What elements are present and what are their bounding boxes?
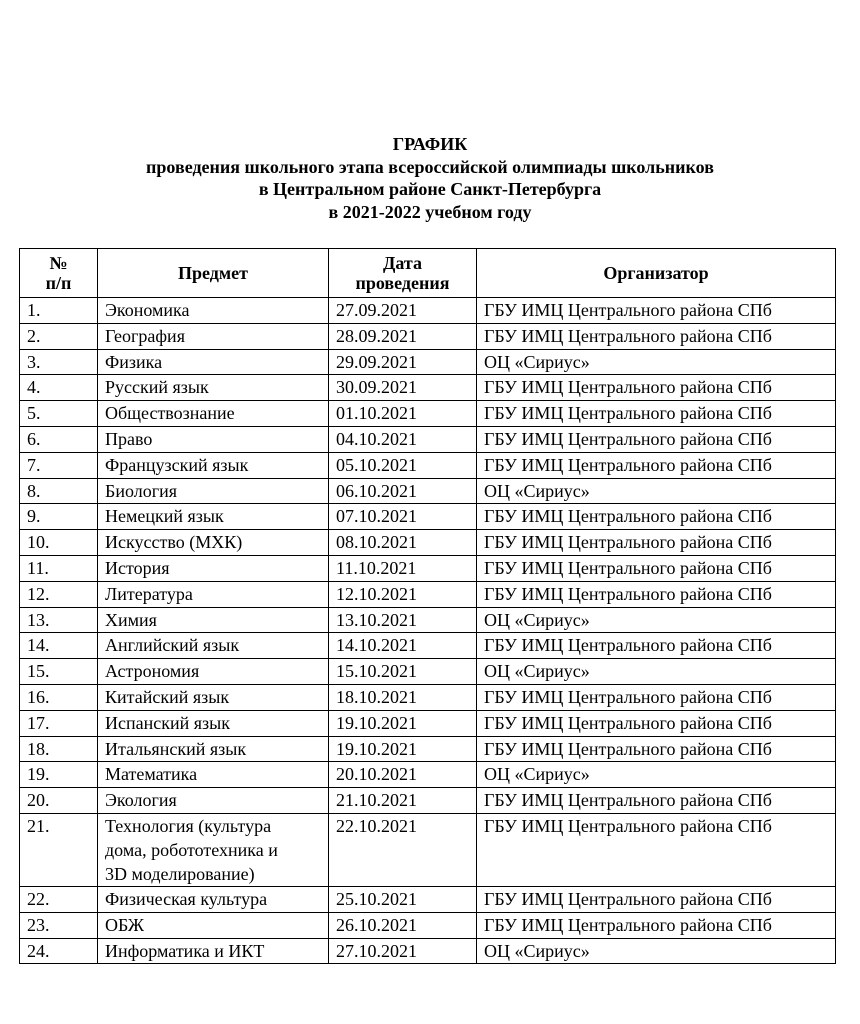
row-number: 7. xyxy=(20,452,98,478)
row-number: 23. xyxy=(20,912,98,938)
row-number: 13. xyxy=(20,607,98,633)
row-number: 14. xyxy=(20,633,98,659)
row-subject-line: Технология (культура xyxy=(105,815,272,836)
header-date-line-1: Дата xyxy=(383,253,422,273)
row-organizer: ГБУ ИМЦ Центрального района СПб xyxy=(477,375,836,401)
row-subject: Физическая культура xyxy=(98,886,329,912)
row-organizer: ГБУ ИМЦ Центрального района СПб xyxy=(477,530,836,556)
row-organizer: ГБУ ИМЦ Центрального района СПб xyxy=(477,788,836,814)
row-date: 15.10.2021 xyxy=(329,659,477,685)
row-organizer: ГБУ ИМЦ Центрального района СПб xyxy=(477,452,836,478)
table-row xyxy=(20,912,836,938)
header-date-line-2: проведения xyxy=(355,273,450,293)
header-number-line-1: № xyxy=(49,253,68,273)
table-row xyxy=(20,375,836,401)
row-subject-line: дома, робототехника и xyxy=(105,839,278,860)
row-number: 3. xyxy=(20,349,98,375)
row-subject: Право xyxy=(98,426,329,452)
row-date: 29.09.2021 xyxy=(329,349,477,375)
table-row xyxy=(20,938,836,964)
row-subject: Французский язык xyxy=(98,452,329,478)
row-organizer: ОЦ «Сириус» xyxy=(477,938,836,964)
row-date: 26.10.2021 xyxy=(329,912,477,938)
row-subject: Экономика xyxy=(98,298,329,324)
olympiad-schedule-table xyxy=(19,248,836,964)
row-subject: Обществознание xyxy=(98,401,329,427)
table-row xyxy=(20,736,836,762)
header-row xyxy=(20,249,836,298)
row-number: 19. xyxy=(20,762,98,788)
row-date: 27.09.2021 xyxy=(329,298,477,324)
row-organizer: ГБУ ИМЦ Центрального района СПб xyxy=(477,504,836,530)
row-number: 10. xyxy=(20,530,98,556)
row-subject: Литература xyxy=(98,581,329,607)
row-number: 11. xyxy=(20,555,98,581)
row-number: 1. xyxy=(20,298,98,324)
row-subject: Экология xyxy=(98,788,329,814)
header-date xyxy=(329,249,477,298)
row-subject: География xyxy=(98,323,329,349)
table-row xyxy=(20,530,836,556)
row-organizer: ОЦ «Сириус» xyxy=(477,349,836,375)
row-subject-line: 3D моделирование) xyxy=(105,863,255,884)
row-subject: Информатика и ИКТ xyxy=(98,938,329,964)
row-date: 07.10.2021 xyxy=(329,504,477,530)
table-row xyxy=(20,788,836,814)
row-organizer: ГБУ ИМЦ Центрального района СПб xyxy=(477,426,836,452)
row-date: 19.10.2021 xyxy=(329,710,477,736)
row-organizer: ГБУ ИМЦ Центрального района СПб xyxy=(477,633,836,659)
row-number: 8. xyxy=(20,478,98,504)
table-body xyxy=(20,298,836,964)
table-row xyxy=(20,659,836,685)
row-number: 9. xyxy=(20,504,98,530)
row-subject: ОБЖ xyxy=(98,912,329,938)
row-date: 19.10.2021 xyxy=(329,736,477,762)
row-date: 14.10.2021 xyxy=(329,633,477,659)
table-row xyxy=(20,349,836,375)
row-subject: Физика xyxy=(98,349,329,375)
row-organizer: ГБУ ИМЦ Центрального района СПб xyxy=(477,581,836,607)
row-subject xyxy=(98,813,329,886)
row-number: 2. xyxy=(20,323,98,349)
row-organizer: ОЦ «Сириус» xyxy=(477,762,836,788)
row-subject: Китайский язык xyxy=(98,684,329,710)
row-organizer: ГБУ ИМЦ Центрального района СПб xyxy=(477,684,836,710)
row-date: 27.10.2021 xyxy=(329,938,477,964)
row-organizer: ГБУ ИМЦ Центрального района СПб xyxy=(477,401,836,427)
row-number: 18. xyxy=(20,736,98,762)
document-title: ГРАФИК xyxy=(392,134,468,154)
row-organizer: ГБУ ИМЦ Центрального района СПб xyxy=(477,813,836,886)
table-row xyxy=(20,607,836,633)
row-number: 17. xyxy=(20,710,98,736)
row-date: 21.10.2021 xyxy=(329,788,477,814)
header-organizer: Организатор xyxy=(477,249,836,298)
row-date: 22.10.2021 xyxy=(329,813,477,886)
row-subject: Итальянский язык xyxy=(98,736,329,762)
row-subject: Биология xyxy=(98,478,329,504)
document-subtitle-line-1: проведения школьного этапа всероссийской олимпиады школьников xyxy=(146,156,714,177)
row-subject: История xyxy=(98,555,329,581)
row-organizer: ГБУ ИМЦ Центрального района СПб xyxy=(477,555,836,581)
row-organizer: ГБУ ИМЦ Центрального района СПб xyxy=(477,298,836,324)
table-row xyxy=(20,504,836,530)
row-organizer: ОЦ «Сириус» xyxy=(477,659,836,685)
row-organizer: ГБУ ИМЦ Центрального района СПб xyxy=(477,323,836,349)
table-row xyxy=(20,452,836,478)
document-title-block xyxy=(0,133,860,223)
row-number: 24. xyxy=(20,938,98,964)
row-organizer: ГБУ ИМЦ Центрального района СПб xyxy=(477,710,836,736)
row-date: 12.10.2021 xyxy=(329,581,477,607)
row-date: 18.10.2021 xyxy=(329,684,477,710)
table-row xyxy=(20,581,836,607)
row-date: 04.10.2021 xyxy=(329,426,477,452)
row-date: 06.10.2021 xyxy=(329,478,477,504)
row-subject: Русский язык xyxy=(98,375,329,401)
row-number: 5. xyxy=(20,401,98,427)
row-organizer: ОЦ «Сириус» xyxy=(477,478,836,504)
table-row xyxy=(20,886,836,912)
table-row xyxy=(20,298,836,324)
row-number: 6. xyxy=(20,426,98,452)
row-subject: Немецкий язык xyxy=(98,504,329,530)
table-row xyxy=(20,813,836,886)
table-row xyxy=(20,401,836,427)
row-organizer: ГБУ ИМЦ Центрального района СПб xyxy=(477,736,836,762)
header-number xyxy=(20,249,98,298)
row-subject: Астрономия xyxy=(98,659,329,685)
row-number: 4. xyxy=(20,375,98,401)
row-date: 13.10.2021 xyxy=(329,607,477,633)
row-number: 16. xyxy=(20,684,98,710)
table-row xyxy=(20,684,836,710)
table-row xyxy=(20,555,836,581)
row-organizer: ОЦ «Сириус» xyxy=(477,607,836,633)
row-organizer: ГБУ ИМЦ Центрального района СПб xyxy=(477,886,836,912)
row-date: 05.10.2021 xyxy=(329,452,477,478)
row-date: 25.10.2021 xyxy=(329,886,477,912)
row-date: 11.10.2021 xyxy=(329,555,477,581)
row-number: 21. xyxy=(20,813,98,886)
table-row xyxy=(20,710,836,736)
header-number-line-2: п/п xyxy=(45,273,72,293)
row-number: 12. xyxy=(20,581,98,607)
row-subject: Испанский язык xyxy=(98,710,329,736)
row-date: 20.10.2021 xyxy=(329,762,477,788)
table-row xyxy=(20,426,836,452)
row-number: 20. xyxy=(20,788,98,814)
row-subject: Химия xyxy=(98,607,329,633)
row-organizer: ГБУ ИМЦ Центрального района СПб xyxy=(477,912,836,938)
header-subject: Предмет xyxy=(98,249,329,298)
row-date: 08.10.2021 xyxy=(329,530,477,556)
row-date: 28.09.2021 xyxy=(329,323,477,349)
row-date: 01.10.2021 xyxy=(329,401,477,427)
document-subtitle-line-2: в Центральном районе Санкт-Петербурга xyxy=(258,179,602,199)
table-row xyxy=(20,478,836,504)
row-date: 30.09.2021 xyxy=(329,375,477,401)
document-subtitle-line-3: в 2021-2022 учебном году xyxy=(328,201,532,222)
row-subject: Искусство (МХК) xyxy=(98,530,329,556)
row-subject: Английский язык xyxy=(98,633,329,659)
row-number: 15. xyxy=(20,659,98,685)
table-row xyxy=(20,762,836,788)
table-header xyxy=(20,249,836,298)
row-number: 22. xyxy=(20,886,98,912)
table-row xyxy=(20,633,836,659)
table-row xyxy=(20,323,836,349)
row-subject: Математика xyxy=(98,762,329,788)
